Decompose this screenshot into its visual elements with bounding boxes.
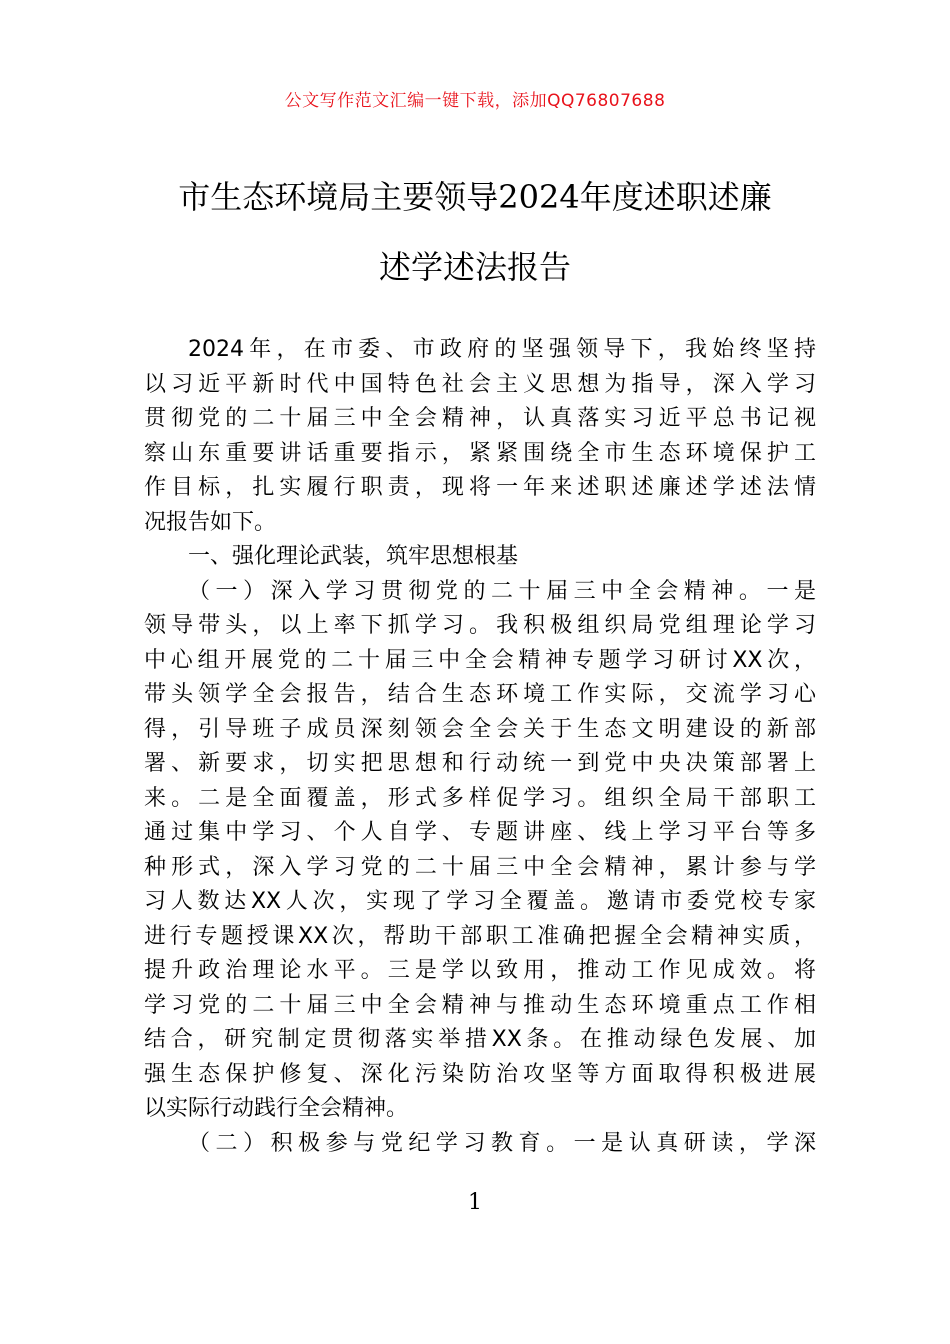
body-line: 习人数达XX人次，实现了学习全覆盖。邀请市委党校专家 <box>144 889 816 914</box>
body-line: 得，引导班子成员深刻领会全会关于生态文明建设的新部 <box>144 716 816 742</box>
body-line: 以习近平新时代中国特色社会主义思想为指导，深入学习 <box>144 371 816 397</box>
promo-banner: 公文写作范文汇编一键下载，添加QQ76807688 <box>284 91 666 111</box>
body-line: 贯彻党的二十届三中全会精神，认真落实习近平总书记视 <box>144 406 816 431</box>
document-title-line-1: 市生态环境局主要领导2024年度述职述廉 <box>178 178 772 216</box>
document-title-line-2: 述学述法报告 <box>378 248 571 286</box>
body-line: 进行专题授课XX次，帮助干部职工准确把握全会精神实质， <box>144 923 816 949</box>
page-number: 1 <box>468 1190 482 1215</box>
body-line: 2024年，在市委、市政府的坚强领导下，我始终坚持 <box>188 337 816 362</box>
section-heading: 一、强化理论武装，筑牢思想根基 <box>188 544 519 569</box>
body-line: （一）深入学习贯彻党的二十届三中全会精神。一是 <box>188 578 816 604</box>
body-line: 结合，研究制定贯彻落实举措XX条。在推动绿色发展、加 <box>144 1027 816 1052</box>
body-line: 带头领学全会报告，结合生态环境工作实际，交流学习心 <box>144 682 816 707</box>
body-line: 中心组开展党的二十届三中全会精神专题学习研讨XX次， <box>144 647 816 673</box>
body-line: （二）积极参与党纪学习教育。一是认真研读，学深 <box>188 1130 816 1156</box>
body-line: 以实际行动践行全会精神。 <box>144 1096 409 1121</box>
body-line: 学习党的二十届三中全会精神与推动生态环境重点工作相 <box>144 992 816 1018</box>
body-line: 来。二是全面覆盖，形式多样促学习。组织全局干部职工 <box>144 785 816 811</box>
body-line: 作目标，扎实履行职责，现将一年来述职述廉述学述法情 <box>144 475 816 500</box>
body-line: 况报告如下。 <box>144 509 277 535</box>
body-line: 通过集中学习、个人自学、专题讲座、线上学习平台等多 <box>144 820 816 845</box>
body-line: 提升政治理论水平。三是学以致用，推动工作见成效。将 <box>144 958 816 983</box>
document-body <box>144 333 816 1161</box>
body-line: 署、新要求，切实把思想和行动统一到党中央决策部署上 <box>144 751 816 776</box>
body-line: 察山东重要讲话重要指示，紧紧围绕全市生态环境保护工 <box>144 440 816 466</box>
body-line: 强生态保护修复、深化污染防治攻坚等方面取得积极进展 <box>144 1061 816 1087</box>
body-line: 种形式，深入学习党的二十届三中全会精神，累计参与学 <box>144 854 816 880</box>
body-line: 领导带头，以上率下抓学习。我积极组织局党组理论学习 <box>144 613 816 638</box>
